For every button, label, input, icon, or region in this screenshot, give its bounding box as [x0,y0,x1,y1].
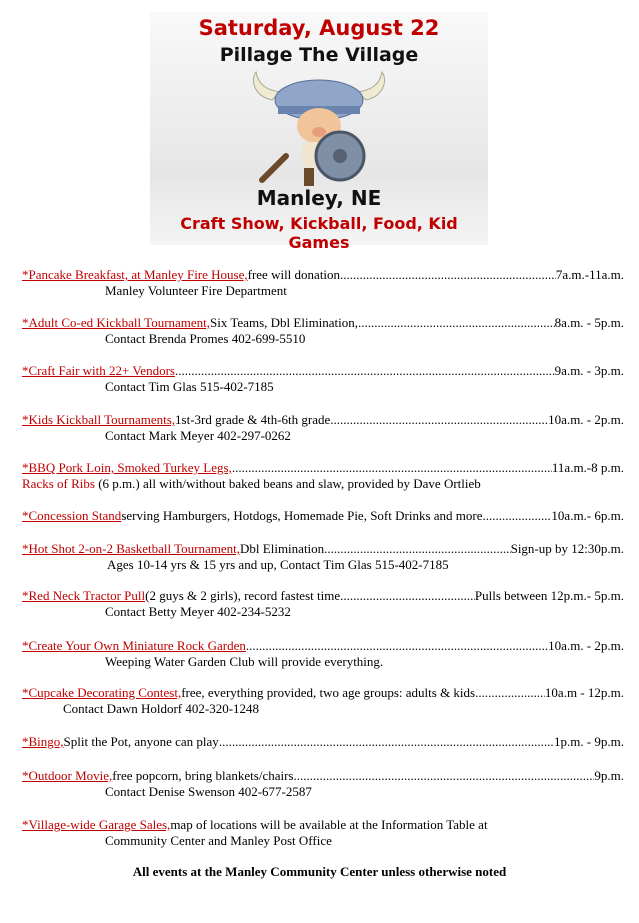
banner-subtitle: Craft Show, Kickball, Food, Kid Games [180,214,458,252]
event-time: 9a.m. - 3p.m. [554,363,624,378]
event-banner [150,12,488,252]
event-item: *Red Neck Tractor Pull (2 guys & 2 girls), record fastest time ..... Pulls between 12p.m.- 5p.m. Contact Betty Meyer 402-234-5232 [22,588,624,620]
event-time: 10a.m. - 2p.m. [548,412,624,427]
event-link[interactable]: *Bingo, [22,734,64,749]
event-contact: Weeping Water Garden Club will provide everything. [105,654,384,669]
event-item [22,638,624,670]
event-link[interactable]: *Outdoor Movie, [22,768,113,783]
event-item: *Village-wide Garage Sales, map of locations will be available at the Information Table at Community Center and Manley Post Office [22,817,624,849]
event-contact: Contact Denise Swenson 402-677-2587 [105,784,312,799]
event-contact: Contact Brenda Promes 402-699-5510 [105,331,306,346]
event-item [22,363,624,395]
event-link[interactable]: *Concession Stand [22,508,122,523]
event-time: 10a.m. - 2p.m. [548,638,624,653]
banner-title: Pillage The Village [219,44,419,66]
event-time: 10a.m - 12p.m. [544,685,624,700]
event-item: *Outdoor Movie, free popcorn, bring blankets/chairs ..... 9p.m. Contact Denise Swenson 402-677-2587 [22,768,624,800]
event-contact: Contact Mark Meyer 402-297-0262 [105,428,291,443]
footer-note: All events at the Manley Community Center unless otherwise noted [132,864,507,879]
event-link[interactable]: *Cupcake Decorating Contest, [22,685,182,700]
event-link[interactable]: *Kids Kickball Tournaments, [22,412,176,427]
event-contact: Community Center and Manley Post Office [105,833,332,848]
event-link[interactable]: *Red Neck Tractor Pull [22,588,146,603]
event-time: Pulls between 12p.m.- 5p.m. [474,588,624,603]
event-contact: Manley Volunteer Fire Department [105,283,287,298]
event-item: *Adult Co-ed Kickball Tournament, Six Teams, Dbl Elimination, ..... 8a.m. - 5p.m. Contact Brenda Promes 402-699-5510 [22,315,624,347]
event-time: 8a.m. - 5p.m. [554,315,624,330]
event-time: 7a.m.-11a.m. [555,267,624,282]
event-contact: Racks of Ribs (6 p.m.) all with/without baked beans and slaw, provided by Dave Ortlieb [22,476,481,491]
event-item [22,460,624,492]
event-item: *Cupcake Decorating Contest, free, everything provided, two age groups: adults & kids ..... 10a.m - 12p.m. Contact Dawn Holdorf 402-320-1248 [22,685,624,717]
event-link[interactable]: *Craft Fair with 22+ Vendors [22,363,175,378]
event-contact: Contact Tim Glas 515-402-7185 [105,379,274,394]
banner-city: Manley, NE [256,186,382,210]
event-link[interactable]: *Hot Shot 2-on-2 Basketball Tournament, [22,541,241,556]
event-item: *Kids Kickball Tournaments, 1st-3rd grade & 4th-6th grade ..... 10a.m. - 2p.m. Contact Mark Meyer 402-297-0262 [22,412,624,444]
event-time: 10a.m.- 6p.m. [551,508,624,523]
event-link[interactable]: *BBQ Pork Loin, Smoked Turkey Legs, [22,460,232,475]
event-item: *Concession Stand serving Hamburgers, Hotdogs, Homemade Pie, Soft Drinks and more ..... 10a.m.- 6p.m. [22,508,624,524]
event-item: *Pancake Breakfast, at Manley Fire House, free will donation ..... 7a.m.-11a.m. Manley Volunteer Fire Department [22,267,624,299]
event-link[interactable]: *Create Your Own Miniature Rock Garden [22,638,246,653]
event-time: 1p.m. - 9p.m. [553,734,624,749]
event-link[interactable]: *Village-wide Garage Sales, [22,817,171,832]
viking-cartoon-icon [244,70,394,190]
banner-date: Saturday, August 22 [198,16,440,40]
event-item: *Hot Shot 2-on-2 Basketball Tournament, Dbl Elimination ..... Sign-up by 12:30p.m. Ages 10-14 yrs & 15 yrs and up, Contact Tim Glas 515-402-7185 [22,541,624,573]
event-time: Sign-up by 12:30p.m. [510,541,624,556]
event-item: *Bingo, Split the Pot, anyone can play ..... 1p.m. - 9p.m. [22,734,624,750]
event-time: 11a.m.-8 p.m. [551,460,624,475]
event-time: 9p.m. [594,768,624,783]
event-contact: Ages 10-14 yrs & 15 yrs and up, Contact Tim Glas 515-402-7185 [107,557,449,572]
event-link[interactable]: *Pancake Breakfast, at Manley Fire House, [22,267,248,282]
event-link[interactable]: *Adult Co-ed Kickball Tournament, [22,315,211,330]
event-contact: Contact Dawn Holdorf 402-320-1248 [63,701,260,716]
event-contact: Contact Betty Meyer 402-234-5232 [105,604,291,619]
